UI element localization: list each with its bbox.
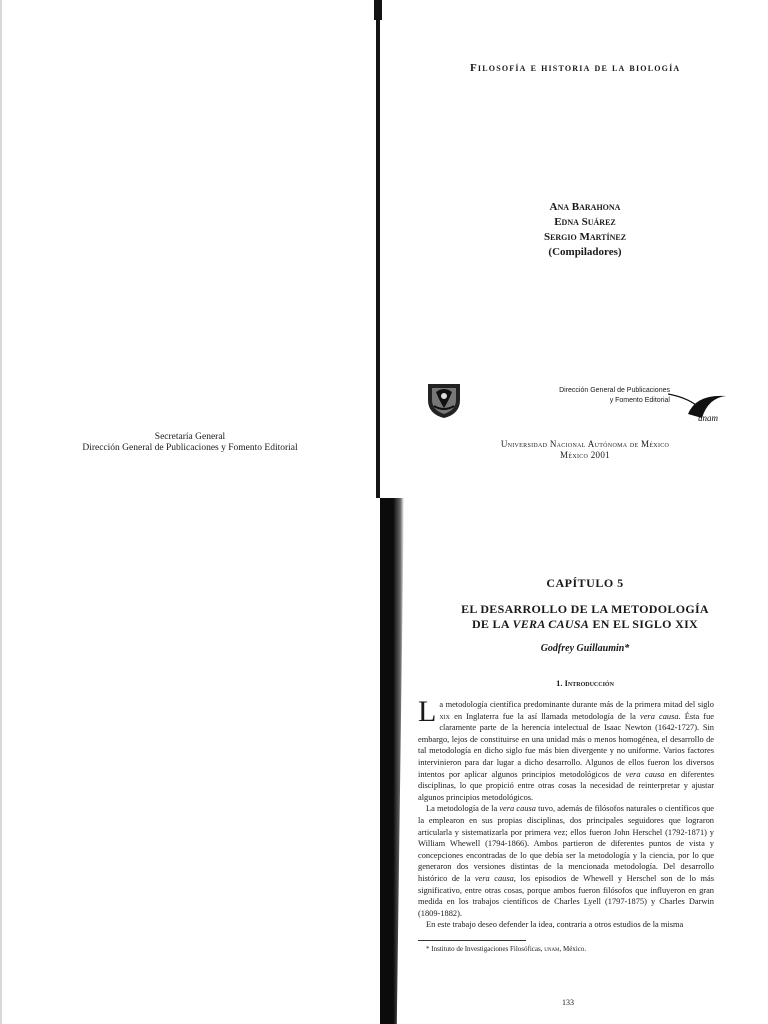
text-run: * Instituto de Investigaciones Filosóficas, xyxy=(426,945,545,953)
editors-role: (Compiladores) xyxy=(548,246,622,258)
text-run: en Inglaterra fue la así llamada metodología de la xyxy=(450,711,640,721)
publisher-line-2: Dirección General de Publicaciones y Fomento Editorial xyxy=(82,443,298,453)
text-run: unam xyxy=(544,945,560,953)
footnote xyxy=(426,945,716,953)
text-run: La metodología de la xyxy=(426,804,500,814)
logo-text-line-2: y Fomento Editorial xyxy=(609,397,670,404)
page-edge xyxy=(0,0,2,1024)
text-emphasis: vera causa xyxy=(640,711,679,721)
text-emphasis: vera causa xyxy=(625,769,665,779)
chapter-title xyxy=(420,602,750,632)
text-run: , México. xyxy=(559,945,587,953)
left-page-publisher xyxy=(40,432,340,454)
text-run: tuvo, además de filósofos naturales o científicos que la emplearon en sus propias disciplinas, dos principales seguidores que lograron articularla y sistematizarla por primera vez; ellos fueron John Herschel (1792-1871) y William Whewell (1794-1866). Ambos partieron de diferentes puntos de vista y concepciones encontradas de lo que debía ser la metodología y la ciencia, por lo que generaron dos versiones distintas de la mencionada metodología. Del desarrollo histórico de la xyxy=(418,804,714,883)
paragraph: En este trabajo deseo defender la idea, contraria a otros estudios de la misma xyxy=(426,920,684,930)
section-heading: 1. Introducción xyxy=(556,678,614,688)
chapter-number: CAPÍTULO 5 xyxy=(546,576,624,590)
place-year: México 2001 xyxy=(560,450,610,460)
unam-crest-icon xyxy=(424,380,464,420)
chapter-title-line-2 xyxy=(420,617,750,632)
text-run: en diferentes disciplinas, lo que propició entre otras cosas la necesidad de reinterpretar y ajustar algunos principios metodológicos. xyxy=(418,769,714,802)
binding-gutter-top xyxy=(376,0,380,498)
editor-name: Sergio Martínez xyxy=(543,231,627,243)
title-text: EN EL SIGLO XIX xyxy=(589,617,699,631)
chapter-author: Godfrey Guillaumin* xyxy=(540,643,630,654)
logo-text-line-1: Dirección General de Publicaciones xyxy=(559,387,670,394)
binding-gutter-bottom xyxy=(380,498,404,1024)
university-name: Universidad Nacional Autónoma de México xyxy=(500,439,670,449)
footnote-rule xyxy=(418,940,526,941)
text-run: xix xyxy=(439,711,450,721)
university-block xyxy=(420,439,750,461)
text-run: , los episodios de Whewell y Herschel son de lo más significativo, entre otras cosas, porque ambos fueron filósofos que influyeron en gran medida en los trabajos científicos de Charles Lyell (1797-1875) y Charles Darwin (1809-1882). xyxy=(418,873,714,918)
text-run: a metodología científica predominante durante más de la primera mitad del siglo xyxy=(439,700,714,709)
paragraph xyxy=(418,695,714,803)
publications-logo-text xyxy=(520,386,670,406)
unam-logo-text: unam xyxy=(698,413,718,423)
editors-block xyxy=(420,200,750,260)
text-emphasis: vera causa xyxy=(499,804,536,814)
chapter-title-line-1: EL DESARROLLO DE LA METODOLOGÍA xyxy=(461,602,709,616)
editor-name: Edna Suárez xyxy=(554,216,616,228)
page-number: 133 xyxy=(562,998,574,1007)
unam-logo-icon xyxy=(668,384,728,424)
body-text xyxy=(418,695,714,931)
text-run: . Ésta fue claramente parte de la herencia intelectual de Isaac Newton (1642-1727). Sin embargo, lejos de constituirse en una unidad más o menos homogénea, el desarrollo de tal metodología en dicho siglo fue más bien divergente y no uniforme. Varios factores intervinieron para dar lugar a dicho desarrollo. Algunos de ellos fueron los diversos intentos por aplicar algunos principios metodológicos de xyxy=(418,711,714,779)
publisher-line-1: Secretaría General xyxy=(154,432,226,442)
series-title: Filosofía e historia de la biología xyxy=(470,62,681,74)
text-emphasis: vera causa xyxy=(474,873,514,883)
title-emphasis: VERA CAUSA xyxy=(512,617,590,631)
editor-name: Ana Barahona xyxy=(549,201,621,213)
drop-cap: L xyxy=(418,695,437,728)
title-text: DE LA xyxy=(471,617,513,631)
paragraph xyxy=(418,803,714,919)
